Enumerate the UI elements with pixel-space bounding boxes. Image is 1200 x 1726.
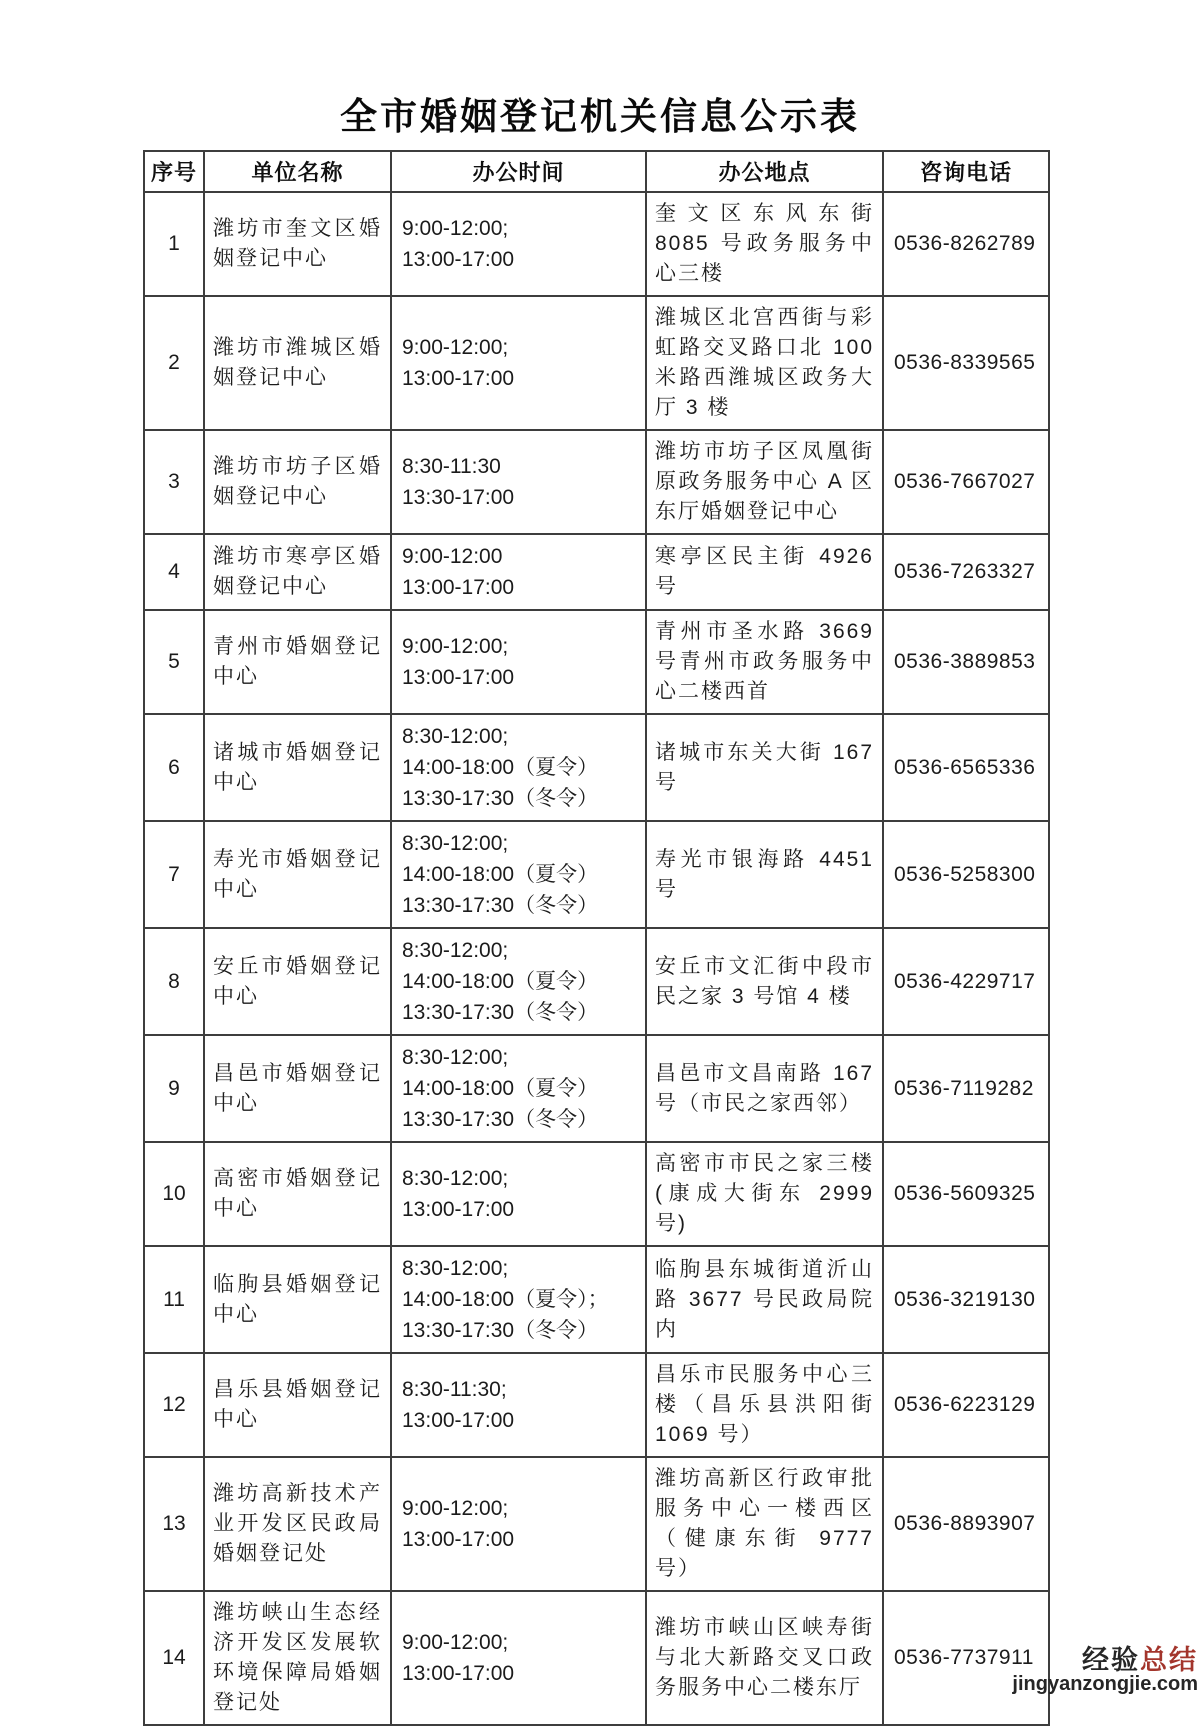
table-row bbox=[144, 928, 1049, 1035]
row-hours bbox=[391, 1142, 646, 1246]
watermark-url: jingyanzongjie.com bbox=[1012, 1673, 1198, 1695]
table-body bbox=[144, 192, 1049, 1725]
row-no: 11 bbox=[144, 1246, 204, 1353]
hours-line: 14:00-18:00（夏令） bbox=[402, 756, 599, 779]
hours-line: 14:00-18:00（夏令） bbox=[402, 863, 599, 886]
hours-line: 13:00-17:00 bbox=[402, 1409, 515, 1432]
row-name: 潍坊市寒亭区婚姻登记中心 bbox=[204, 534, 391, 610]
row-address: 安丘市文汇街中段市民之家 3 号馆 4 楼 bbox=[646, 928, 883, 1035]
hours-line: 13:30-17:00 bbox=[402, 486, 515, 509]
hours-line: 9:00-12:00; bbox=[402, 1631, 509, 1654]
table-row bbox=[144, 610, 1049, 714]
row-name: 高密市婚姻登记中心 bbox=[204, 1142, 391, 1246]
row-phone: 0536-4229717 bbox=[883, 928, 1049, 1035]
hours-line: 13:00-17:00 bbox=[402, 666, 515, 689]
marriage-registry-table bbox=[143, 150, 1050, 1726]
row-phone: 0536-6565336 bbox=[883, 714, 1049, 821]
row-no: 14 bbox=[144, 1591, 204, 1725]
row-name: 潍坊市奎文区婚姻登记中心 bbox=[204, 192, 391, 296]
row-address: 昌邑市文昌南路 167 号（市民之家西邻） bbox=[646, 1035, 883, 1142]
watermark-brand-red: 总结 bbox=[1140, 1644, 1198, 1675]
row-name: 潍坊市坊子区婚姻登记中心 bbox=[204, 430, 391, 534]
row-no: 13 bbox=[144, 1457, 204, 1591]
row-phone: 0536-7119282 bbox=[883, 1035, 1049, 1142]
row-phone: 0536-6223129 bbox=[883, 1353, 1049, 1457]
table-row bbox=[144, 1246, 1049, 1353]
row-address: 寒亭区民主街 4926 号 bbox=[646, 534, 883, 610]
row-hours bbox=[391, 610, 646, 714]
row-phone: 0536-8339565 bbox=[883, 296, 1049, 430]
row-phone: 0536-7263327 bbox=[883, 534, 1049, 610]
row-phone: 0536-8262789 bbox=[883, 192, 1049, 296]
table-header bbox=[144, 151, 1049, 192]
header-address: 办公地点 bbox=[646, 151, 883, 192]
table-row bbox=[144, 821, 1049, 928]
hours-line: 9:00-12:00; bbox=[402, 635, 509, 658]
hours-line: 14:00-18:00（夏令）； bbox=[402, 1288, 609, 1311]
row-address: 潍坊市坊子区凤凰街原政务服务中心 A 区东厅婚姻登记中心 bbox=[646, 430, 883, 534]
hours-line: 13:30-17:30（冬令） bbox=[402, 1001, 599, 1024]
hours-line: 13:00-17:00 bbox=[402, 367, 515, 390]
row-name: 安丘市婚姻登记中心 bbox=[204, 928, 391, 1035]
row-name: 青州市婚姻登记中心 bbox=[204, 610, 391, 714]
row-name: 潍坊市潍城区婚姻登记中心 bbox=[204, 296, 391, 430]
row-name: 诸城市婚姻登记中心 bbox=[204, 714, 391, 821]
hours-line: 8:30-12:00; bbox=[402, 832, 509, 855]
hours-line: 9:00-12:00 bbox=[402, 545, 503, 568]
header-no: 序号 bbox=[144, 151, 204, 192]
row-name: 潍坊高新技术产业开发区民政局婚姻登记处 bbox=[204, 1457, 391, 1591]
table-row bbox=[144, 1457, 1049, 1591]
watermark-brand-black: 经验 bbox=[1082, 1644, 1140, 1675]
row-no: 10 bbox=[144, 1142, 204, 1246]
row-hours bbox=[391, 430, 646, 534]
hours-line: 13:00-17:00 bbox=[402, 576, 515, 599]
header-name: 单位名称 bbox=[204, 151, 391, 192]
watermark-brand bbox=[1012, 1646, 1198, 1674]
hours-line: 13:30-17:30（冬令） bbox=[402, 1319, 599, 1342]
row-hours bbox=[391, 534, 646, 610]
hours-line: 14:00-18:00（夏令） bbox=[402, 970, 599, 993]
hours-line: 8:30-12:00; bbox=[402, 1257, 509, 1280]
table-row bbox=[144, 1142, 1049, 1246]
row-hours bbox=[391, 192, 646, 296]
row-name: 昌邑市婚姻登记中心 bbox=[204, 1035, 391, 1142]
hours-line: 8:30-12:00; bbox=[402, 725, 509, 748]
hours-line: 9:00-12:00; bbox=[402, 217, 509, 240]
row-address: 寿光市银海路 4451 号 bbox=[646, 821, 883, 928]
table-row bbox=[144, 430, 1049, 534]
row-phone: 0536-8893907 bbox=[883, 1457, 1049, 1591]
header-phone: 咨询电话 bbox=[883, 151, 1049, 192]
row-address: 高密市市民之家三楼(康成大街东 2999 号) bbox=[646, 1142, 883, 1246]
header-hours: 办公时间 bbox=[391, 151, 646, 192]
row-address: 诸城市东关大街 167 号 bbox=[646, 714, 883, 821]
hours-line: 8:30-12:00; bbox=[402, 1167, 509, 1190]
row-phone: 0536-3889853 bbox=[883, 610, 1049, 714]
hours-line: 13:00-17:00 bbox=[402, 1662, 515, 1685]
hours-line: 14:00-18:00（夏令） bbox=[402, 1077, 599, 1100]
row-address: 奎文区东风东街 8085 号政务服务中心三楼 bbox=[646, 192, 883, 296]
row-no: 3 bbox=[144, 430, 204, 534]
row-hours bbox=[391, 296, 646, 430]
row-no: 7 bbox=[144, 821, 204, 928]
row-name: 寿光市婚姻登记中心 bbox=[204, 821, 391, 928]
row-phone: 0536-7667027 bbox=[883, 430, 1049, 534]
watermark bbox=[1012, 1646, 1198, 1695]
header-row bbox=[144, 151, 1049, 192]
hours-line: 8:30-12:00; bbox=[402, 1046, 509, 1069]
row-address: 潍城区北宫西街与彩虹路交叉路口北 100 米路西潍城区政务大厅 3 楼 bbox=[646, 296, 883, 430]
table-row bbox=[144, 1353, 1049, 1457]
row-hours bbox=[391, 1457, 646, 1591]
row-phone: 0536-7737911 bbox=[883, 1591, 1049, 1725]
table-row bbox=[144, 714, 1049, 821]
row-phone: 0536-3219130 bbox=[883, 1246, 1049, 1353]
page-title: 全市婚姻登记机关信息公示表 bbox=[340, 96, 860, 137]
hours-line: 13:30-17:30（冬令） bbox=[402, 787, 599, 810]
row-hours bbox=[391, 1591, 646, 1725]
row-no: 8 bbox=[144, 928, 204, 1035]
row-hours bbox=[391, 1246, 646, 1353]
table-row bbox=[144, 192, 1049, 296]
hours-line: 13:30-17:30（冬令） bbox=[402, 894, 599, 917]
table-row bbox=[144, 1591, 1049, 1725]
row-name: 潍坊峡山生态经济开发区发展软环境保障局婚姻登记处 bbox=[204, 1591, 391, 1725]
hours-line: 13:00-17:00 bbox=[402, 248, 515, 271]
row-no: 1 bbox=[144, 192, 204, 296]
row-no: 4 bbox=[144, 534, 204, 610]
row-hours bbox=[391, 714, 646, 821]
row-address: 潍坊市峡山区峡寿街与北大新路交叉口政务服务中心二楼东厅 bbox=[646, 1591, 883, 1725]
row-name: 临朐县婚姻登记中心 bbox=[204, 1246, 391, 1353]
row-address: 临朐县东城街道沂山路 3677 号民政局院内 bbox=[646, 1246, 883, 1353]
row-no: 9 bbox=[144, 1035, 204, 1142]
row-address: 昌乐市民服务中心三楼（昌乐县洪阳街 1069 号） bbox=[646, 1353, 883, 1457]
table-row bbox=[144, 1035, 1049, 1142]
hours-line: 8:30-12:00; bbox=[402, 939, 509, 962]
hours-line: 9:00-12:00; bbox=[402, 1497, 509, 1520]
row-address: 青州市圣水路 3669 号青州市政务服务中心二楼西首 bbox=[646, 610, 883, 714]
table-row bbox=[144, 534, 1049, 610]
row-hours bbox=[391, 821, 646, 928]
hours-line: 13:00-17:00 bbox=[402, 1198, 515, 1221]
row-hours bbox=[391, 928, 646, 1035]
hours-line: 9:00-12:00; bbox=[402, 336, 509, 359]
row-hours bbox=[391, 1353, 646, 1457]
row-address: 潍坊高新区行政审批服务中心一楼西区（健康东街 9777 号） bbox=[646, 1457, 883, 1591]
hours-line: 8:30-11:30; bbox=[402, 1378, 507, 1401]
row-phone: 0536-5609325 bbox=[883, 1142, 1049, 1246]
row-hours bbox=[391, 1035, 646, 1142]
row-no: 2 bbox=[144, 296, 204, 430]
hours-line: 8:30-11:30 bbox=[402, 455, 501, 478]
hours-line: 13:00-17:00 bbox=[402, 1528, 515, 1551]
row-no: 5 bbox=[144, 610, 204, 714]
row-phone: 0536-5258300 bbox=[883, 821, 1049, 928]
hours-line: 13:30-17:30（冬令） bbox=[402, 1108, 599, 1131]
row-no: 12 bbox=[144, 1353, 204, 1457]
row-no: 6 bbox=[144, 714, 204, 821]
row-name: 昌乐县婚姻登记中心 bbox=[204, 1353, 391, 1457]
table-row bbox=[144, 296, 1049, 430]
